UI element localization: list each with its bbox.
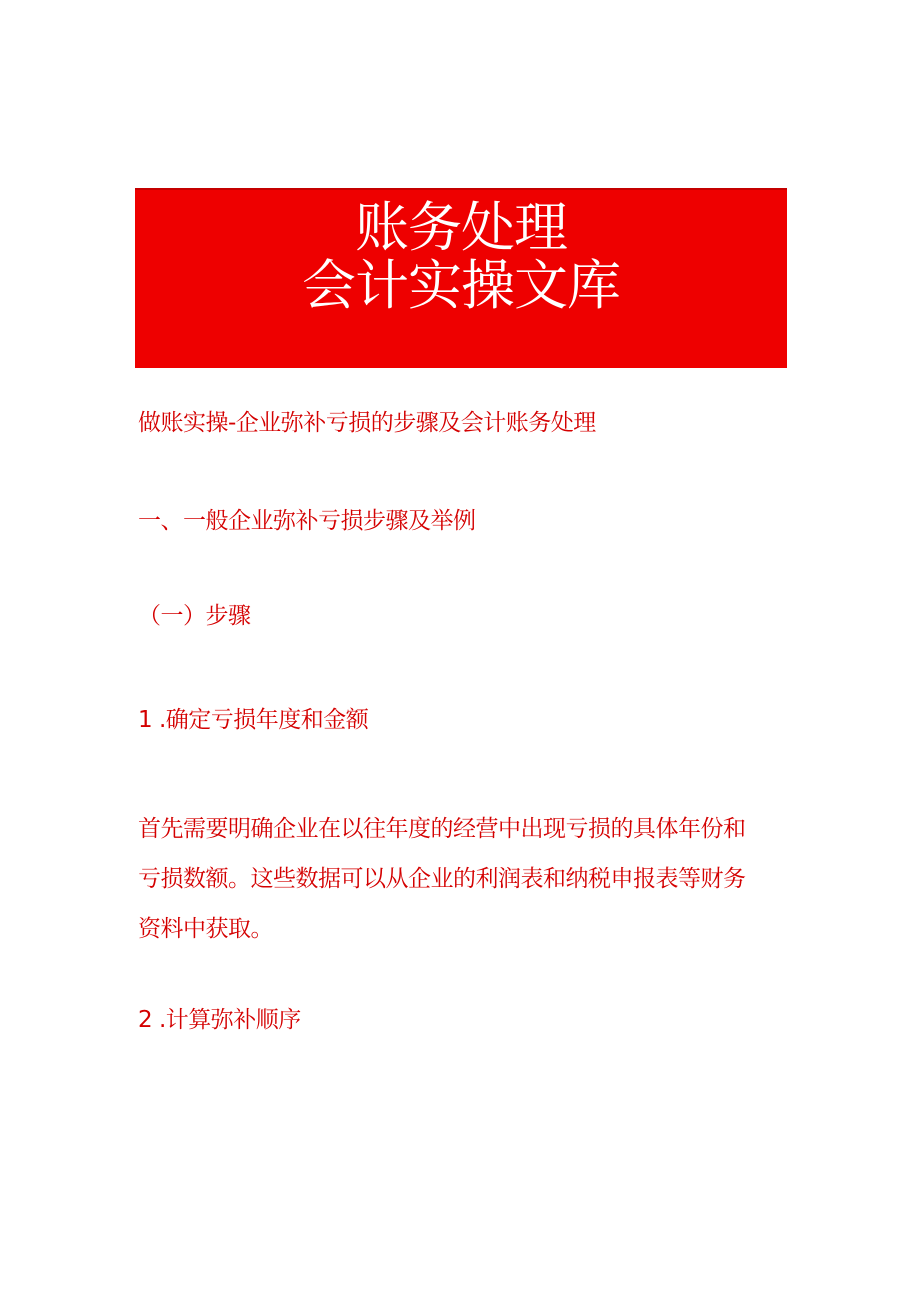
title-banner <box>135 188 787 368</box>
item-heading-1: 1 .确定亏损年度和金额 <box>138 707 369 733</box>
banner-title-line-2: 会计实操文库 <box>302 254 620 317</box>
paragraph-line: 资料中获取。 <box>138 916 273 942</box>
document-title: 做账实操-企业弥补亏损的步骤及会计账务处理 <box>138 410 596 436</box>
banner-title-line-1: 账务处理 <box>355 196 567 259</box>
item-1-paragraph <box>138 804 778 954</box>
paragraph-line: 首先需要明确企业在以往年度的经营中出现亏损的具体年份和 <box>138 816 746 842</box>
subsection-heading: （一）步骤 <box>138 603 251 629</box>
section-heading: 一、一般企业弥补亏损步骤及举例 <box>138 508 476 534</box>
paragraph-line: 亏损数额。这些数据可以从企业的利润表和纳税申报表等财务 <box>138 866 746 892</box>
item-heading-2: 2 .计算弥补顺序 <box>138 1007 301 1033</box>
